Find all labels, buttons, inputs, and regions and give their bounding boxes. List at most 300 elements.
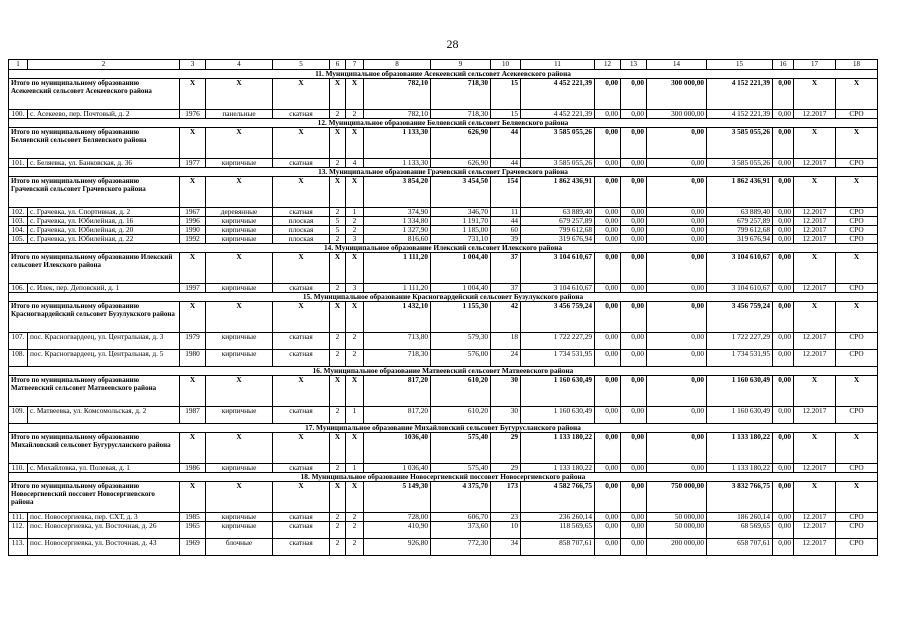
- header-row: [9, 60, 878, 70]
- total-row: [9, 376, 878, 407]
- data-cell: 4 452 221,39: [521, 110, 595, 119]
- section-header-row: [9, 367, 878, 376]
- total-label: Итого по муниципальному образованию Беляевский сельсовет Беляевского района: [9, 128, 180, 159]
- data-cell: 118 569,65: [521, 522, 595, 539]
- data-cell: 0,00: [595, 350, 621, 367]
- data-cell: 858 707,61: [521, 539, 595, 556]
- total-cell: 0,00: [773, 177, 794, 208]
- data-cell: скатная: [273, 522, 330, 539]
- total-cell: X: [836, 177, 878, 208]
- data-cell: скатная: [273, 208, 330, 217]
- total-cell: 0,00: [647, 433, 707, 464]
- total-cell: 4 452 221,39: [521, 79, 595, 110]
- data-cell: кирпичные: [206, 333, 273, 350]
- total-label: Итого по муниципальному образованию Новосергиевский поссовет Новосергиевского района: [9, 482, 180, 513]
- total-cell: 1 111,20: [364, 253, 431, 284]
- total-cell: 0,00: [621, 177, 647, 208]
- total-cell: 0,00: [621, 482, 647, 513]
- data-cell: 11: [491, 208, 521, 217]
- data-cell: 610,20: [431, 407, 491, 424]
- data-cell: 1 160 630,49: [707, 407, 773, 424]
- total-cell: X: [794, 128, 836, 159]
- total-cell: 718,30: [431, 79, 491, 110]
- data-cell: 37: [491, 284, 521, 293]
- header-cell: 14: [647, 60, 707, 70]
- header-cell: 4: [206, 60, 273, 70]
- total-cell: 0,00: [647, 128, 707, 159]
- data-cell: плоская: [273, 235, 330, 244]
- data-cell: 12.2017: [794, 208, 836, 217]
- total-cell: X: [794, 79, 836, 110]
- data-cell: 1992: [180, 235, 206, 244]
- section-title: 17. Муниципальное образование Михайловский сельсовет Бугурусланского района: [9, 424, 878, 433]
- row-number: 104.: [9, 226, 28, 235]
- data-cell: 0,00: [773, 464, 794, 473]
- total-cell: 0,00: [773, 302, 794, 333]
- total-cell: X: [206, 302, 273, 333]
- total-cell: 0,00: [621, 433, 647, 464]
- data-cell: 606,70: [431, 513, 491, 522]
- data-cell: 799 612,68: [707, 226, 773, 235]
- data-cell: 12.2017: [794, 110, 836, 119]
- total-row: [9, 482, 878, 513]
- section-header-row: [9, 244, 878, 253]
- header-cell: 16: [773, 60, 794, 70]
- data-cell: 12.2017: [794, 407, 836, 424]
- total-cell: X: [180, 482, 206, 513]
- total-label: Итого по муниципальному образованию Грачевский сельсовет Грачевского района: [9, 177, 180, 208]
- data-cell: 346,70: [431, 208, 491, 217]
- address-cell: пос. Новосергиевка, ул. Восточная, д. 26: [28, 522, 180, 539]
- total-cell: X: [273, 482, 330, 513]
- total-cell: X: [180, 177, 206, 208]
- capital-repair-table: [8, 59, 878, 556]
- data-cell: 44: [491, 217, 521, 226]
- data-cell: СРО: [836, 208, 878, 217]
- total-row: [9, 433, 878, 464]
- total-cell: 0,00: [647, 376, 707, 407]
- total-cell: X: [273, 128, 330, 159]
- section-title: 13. Муниципальное образование Грачевский сельсовет Грачевского района: [9, 168, 878, 177]
- total-cell: X: [794, 302, 836, 333]
- data-cell: 0,00: [621, 217, 647, 226]
- total-cell: X: [330, 177, 346, 208]
- total-cell: 42: [491, 302, 521, 333]
- data-cell: 2: [346, 333, 364, 350]
- total-cell: 30: [491, 376, 521, 407]
- total-cell: 750 000,00: [647, 482, 707, 513]
- total-label: Итого по муниципальному образованию Илекский сельсовет Илекского района: [9, 253, 180, 284]
- total-cell: 3 104 610,67: [707, 253, 773, 284]
- data-cell: 0,00: [621, 284, 647, 293]
- data-cell: 0,00: [621, 522, 647, 539]
- data-cell: 12.2017: [794, 539, 836, 556]
- data-cell: 236 260,14: [521, 513, 595, 522]
- data-cell: 3 104 610,67: [521, 284, 595, 293]
- data-cell: скатная: [273, 333, 330, 350]
- data-cell: 1980: [180, 350, 206, 367]
- data-cell: 1965: [180, 522, 206, 539]
- table-row: [9, 407, 878, 424]
- section-title: 14. Муниципальное образование Илекский сельсовет Илекского района: [9, 244, 878, 253]
- data-cell: 1: [346, 407, 364, 424]
- header-cell: 6: [330, 60, 346, 70]
- total-cell: 4 375,70: [431, 482, 491, 513]
- data-cell: СРО: [836, 333, 878, 350]
- table-row: [9, 464, 878, 473]
- data-cell: 1 722 227,29: [521, 333, 595, 350]
- data-cell: 0,00: [773, 333, 794, 350]
- data-cell: 1 133,30: [364, 159, 431, 168]
- section-header-row: [9, 70, 878, 79]
- section-title: 12. Муниципальное образование Беляевский сельсовет Беляевского района: [9, 119, 878, 128]
- total-cell: X: [836, 128, 878, 159]
- total-cell: X: [330, 433, 346, 464]
- section-header-row: [9, 424, 878, 433]
- data-cell: 0,00: [595, 464, 621, 473]
- data-cell: 718,30: [364, 350, 431, 367]
- table-row: [9, 522, 878, 539]
- data-cell: 0,00: [621, 464, 647, 473]
- data-cell: скатная: [273, 284, 330, 293]
- data-cell: 50 000,00: [647, 513, 707, 522]
- total-cell: X: [794, 376, 836, 407]
- total-label: Итого по муниципальному образованию Асекеевский сельсовет Асекеевского района: [9, 79, 180, 110]
- data-cell: 0,00: [595, 284, 621, 293]
- data-cell: 0,00: [647, 407, 707, 424]
- data-cell: скатная: [273, 159, 330, 168]
- data-cell: 2: [346, 226, 364, 235]
- row-number: 105.: [9, 235, 28, 244]
- data-cell: 5: [330, 226, 346, 235]
- data-cell: 1969: [180, 539, 206, 556]
- data-cell: 12.2017: [794, 159, 836, 168]
- data-cell: 0,00: [647, 208, 707, 217]
- data-cell: 713,80: [364, 333, 431, 350]
- total-cell: 37: [491, 253, 521, 284]
- data-cell: 0,00: [773, 235, 794, 244]
- data-cell: 0,00: [621, 159, 647, 168]
- total-cell: X: [180, 128, 206, 159]
- total-cell: X: [330, 128, 346, 159]
- total-cell: 1036,40: [364, 433, 431, 464]
- row-number: 111.: [9, 513, 28, 522]
- data-cell: 2: [346, 350, 364, 367]
- total-cell: X: [346, 376, 364, 407]
- data-cell: 0,00: [621, 208, 647, 217]
- total-cell: 0,00: [621, 79, 647, 110]
- total-cell: X: [206, 482, 273, 513]
- row-number: 107.: [9, 333, 28, 350]
- data-cell: 0,00: [773, 522, 794, 539]
- total-cell: X: [180, 376, 206, 407]
- total-cell: X: [206, 177, 273, 208]
- data-cell: 1: [346, 464, 364, 473]
- total-cell: 626,90: [431, 128, 491, 159]
- total-cell: X: [273, 302, 330, 333]
- address-cell: с. Илек, пер. Деповский, д. 1: [28, 284, 180, 293]
- data-cell: 679 257,89: [521, 217, 595, 226]
- data-cell: СРО: [836, 522, 878, 539]
- total-row: [9, 177, 878, 208]
- total-cell: 0,00: [773, 128, 794, 159]
- section-title: 11. Муниципальное образование Асекеевский сельсовет Асекеевского района: [9, 70, 878, 79]
- data-cell: 576,00: [431, 350, 491, 367]
- total-cell: 0,00: [595, 433, 621, 464]
- data-cell: 2: [330, 333, 346, 350]
- data-cell: 2: [330, 284, 346, 293]
- data-cell: скатная: [273, 464, 330, 473]
- table-row: [9, 333, 878, 350]
- total-cell: 0,00: [773, 253, 794, 284]
- address-cell: пос. Новосергиевка, пер. СХТ, д. 3: [28, 513, 180, 522]
- data-cell: 12.2017: [794, 522, 836, 539]
- data-cell: 2: [346, 522, 364, 539]
- data-cell: 1: [346, 208, 364, 217]
- data-cell: СРО: [836, 350, 878, 367]
- section-title: 15. Муниципальное образование Красногвардейский сельсовет Бузулукского района: [9, 293, 878, 302]
- total-cell: X: [346, 482, 364, 513]
- data-cell: 12.2017: [794, 284, 836, 293]
- total-label: Итого по муниципальному образованию Михайловский сельсовет Бугурусланского района: [9, 433, 180, 464]
- total-cell: 0,00: [773, 482, 794, 513]
- total-cell: 817,20: [364, 376, 431, 407]
- total-cell: X: [346, 128, 364, 159]
- header-cell: 8: [364, 60, 431, 70]
- data-cell: 0,00: [647, 159, 707, 168]
- total-cell: X: [206, 433, 273, 464]
- total-cell: X: [836, 79, 878, 110]
- data-cell: 575,40: [431, 464, 491, 473]
- data-cell: 728,00: [364, 513, 431, 522]
- total-cell: X: [330, 376, 346, 407]
- data-cell: панельные: [206, 110, 273, 119]
- data-cell: 2: [346, 513, 364, 522]
- row-number: 113.: [9, 539, 28, 556]
- data-cell: скатная: [273, 110, 330, 119]
- data-cell: 0,00: [595, 333, 621, 350]
- data-cell: 0,00: [621, 350, 647, 367]
- total-cell: 3 585 055,26: [707, 128, 773, 159]
- data-cell: 0,00: [621, 513, 647, 522]
- table-row: [9, 110, 878, 119]
- data-cell: 1997: [180, 284, 206, 293]
- data-cell: 0,00: [595, 226, 621, 235]
- total-cell: X: [346, 79, 364, 110]
- total-cell: 0,00: [595, 128, 621, 159]
- total-cell: 3 456 759,24: [521, 302, 595, 333]
- data-cell: 2: [330, 159, 346, 168]
- header-cell: 9: [431, 60, 491, 70]
- header-cell: 15: [707, 60, 773, 70]
- data-cell: 1 734 531,95: [707, 350, 773, 367]
- header-cell: 12: [595, 60, 621, 70]
- data-cell: 1 133 180,22: [707, 464, 773, 473]
- total-cell: 0,00: [595, 302, 621, 333]
- total-cell: 1 155,30: [431, 302, 491, 333]
- total-label: Итого по муниципальному образованию Матвеевский сельсовет Матвеевского района: [9, 376, 180, 407]
- total-cell: 0,00: [773, 376, 794, 407]
- section-title: 16. Муниципальное образование Матвеевский сельсовет Матвеевского района: [9, 367, 878, 376]
- data-cell: 1967: [180, 208, 206, 217]
- data-cell: 0,00: [647, 333, 707, 350]
- data-cell: 782,10: [364, 110, 431, 119]
- data-cell: скатная: [273, 539, 330, 556]
- data-cell: кирпичные: [206, 350, 273, 367]
- data-cell: 2: [330, 464, 346, 473]
- total-cell: 0,00: [647, 253, 707, 284]
- data-cell: 1 111,20: [364, 284, 431, 293]
- address-cell: пос. Красногвардеец, ул. Центральная, д. 5: [28, 350, 180, 367]
- data-cell: 2: [330, 235, 346, 244]
- data-cell: 1985: [180, 513, 206, 522]
- data-cell: 10: [491, 522, 521, 539]
- section-header-row: [9, 293, 878, 302]
- data-cell: 12.2017: [794, 333, 836, 350]
- data-cell: блочные: [206, 539, 273, 556]
- address-cell: с. Михайловка, ул. Полевая, д. 1: [28, 464, 180, 473]
- data-cell: 12.2017: [794, 350, 836, 367]
- total-cell: 0,00: [621, 253, 647, 284]
- data-cell: 1 185,00: [431, 226, 491, 235]
- total-cell: X: [346, 302, 364, 333]
- total-cell: 1 160 630,49: [707, 376, 773, 407]
- total-cell: X: [273, 79, 330, 110]
- total-cell: 4 152 221,39: [707, 79, 773, 110]
- data-cell: 1 160 630,49: [521, 407, 595, 424]
- data-cell: 0,00: [773, 226, 794, 235]
- data-cell: 0,00: [773, 513, 794, 522]
- data-cell: 186 260,14: [707, 513, 773, 522]
- data-cell: 0,00: [647, 235, 707, 244]
- data-cell: деревянные: [206, 208, 273, 217]
- total-cell: 0,00: [647, 177, 707, 208]
- data-cell: 679 257,89: [707, 217, 773, 226]
- address-cell: с. Грачевка, ул. Юбилейная, д. 22: [28, 235, 180, 244]
- data-cell: СРО: [836, 464, 878, 473]
- data-cell: 34: [491, 539, 521, 556]
- data-cell: 374,90: [364, 208, 431, 217]
- address-cell: с. Матвеевка, ул. Комсомольская, д. 2: [28, 407, 180, 424]
- data-cell: скатная: [273, 350, 330, 367]
- data-cell: СРО: [836, 539, 878, 556]
- data-cell: 50 000,00: [647, 522, 707, 539]
- total-cell: X: [273, 253, 330, 284]
- total-cell: 782,10: [364, 79, 431, 110]
- address-cell: с. Грачевка, ул. Юбилейная, д. 16: [28, 217, 180, 226]
- row-number: 101.: [9, 159, 28, 168]
- data-cell: 0,00: [647, 284, 707, 293]
- total-cell: 0,00: [595, 253, 621, 284]
- total-cell: X: [180, 302, 206, 333]
- total-cell: X: [206, 253, 273, 284]
- total-cell: X: [836, 482, 878, 513]
- table-row: [9, 217, 878, 226]
- total-cell: 3 454,50: [431, 177, 491, 208]
- total-cell: X: [180, 79, 206, 110]
- total-row: [9, 79, 878, 110]
- total-cell: X: [330, 302, 346, 333]
- data-cell: кирпичные: [206, 407, 273, 424]
- data-cell: 12.2017: [794, 217, 836, 226]
- data-cell: скатная: [273, 513, 330, 522]
- data-cell: 1996: [180, 217, 206, 226]
- data-cell: СРО: [836, 217, 878, 226]
- data-cell: 0,00: [621, 226, 647, 235]
- data-cell: 816,60: [364, 235, 431, 244]
- data-cell: 1 191,70: [431, 217, 491, 226]
- header-cell: 2: [28, 60, 180, 70]
- total-cell: 1 432,10: [364, 302, 431, 333]
- data-cell: 30: [491, 407, 521, 424]
- data-cell: 0,00: [595, 407, 621, 424]
- row-number: 108.: [9, 350, 28, 367]
- total-cell: X: [206, 376, 273, 407]
- total-cell: X: [330, 79, 346, 110]
- data-cell: 626,90: [431, 159, 491, 168]
- data-cell: 0,00: [595, 539, 621, 556]
- total-cell: 173: [491, 482, 521, 513]
- total-cell: X: [794, 482, 836, 513]
- header-cell: 13: [621, 60, 647, 70]
- data-cell: 2: [330, 407, 346, 424]
- total-cell: 1 160 630,49: [521, 376, 595, 407]
- data-cell: 658 707,61: [707, 539, 773, 556]
- total-cell: 610,20: [431, 376, 491, 407]
- total-row: [9, 253, 878, 284]
- total-row: [9, 302, 878, 333]
- data-cell: 0,00: [595, 208, 621, 217]
- total-cell: 44: [491, 128, 521, 159]
- data-cell: кирпичные: [206, 464, 273, 473]
- section-title: 18. Муниципальное образование Новосергиевский поссовет Новосергиевского района: [9, 473, 878, 482]
- data-cell: плоская: [273, 226, 330, 235]
- total-cell: X: [836, 433, 878, 464]
- data-cell: 0,00: [773, 350, 794, 367]
- data-cell: 3: [346, 235, 364, 244]
- data-cell: 2: [346, 539, 364, 556]
- data-cell: кирпичные: [206, 522, 273, 539]
- total-cell: 0,00: [773, 433, 794, 464]
- total-cell: X: [206, 128, 273, 159]
- data-cell: 731,10: [431, 235, 491, 244]
- data-cell: 2: [346, 217, 364, 226]
- data-cell: 2: [330, 208, 346, 217]
- total-cell: 1 862 436,91: [707, 177, 773, 208]
- row-number: 106.: [9, 284, 28, 293]
- address-cell: с. Грачевка, ул. Спортивная, д. 2: [28, 208, 180, 217]
- data-cell: 0,00: [595, 235, 621, 244]
- total-cell: 15: [491, 79, 521, 110]
- data-cell: 1 036,40: [364, 464, 431, 473]
- data-cell: СРО: [836, 407, 878, 424]
- data-cell: 926,80: [364, 539, 431, 556]
- data-cell: 0,00: [773, 217, 794, 226]
- data-cell: 18: [491, 333, 521, 350]
- data-cell: 300 000,00: [647, 110, 707, 119]
- total-cell: X: [794, 433, 836, 464]
- data-cell: 0,00: [773, 407, 794, 424]
- address-cell: пос. Новосергиевка, ул. Восточная, д. 43: [28, 539, 180, 556]
- data-cell: 5: [330, 217, 346, 226]
- address-cell: с. Беляевка, ул. Банковская, д. 36: [28, 159, 180, 168]
- data-cell: 60: [491, 226, 521, 235]
- total-cell: 0,00: [647, 302, 707, 333]
- data-cell: 0,00: [647, 350, 707, 367]
- data-cell: 4: [346, 159, 364, 168]
- data-cell: 0,00: [595, 513, 621, 522]
- data-cell: 0,00: [621, 110, 647, 119]
